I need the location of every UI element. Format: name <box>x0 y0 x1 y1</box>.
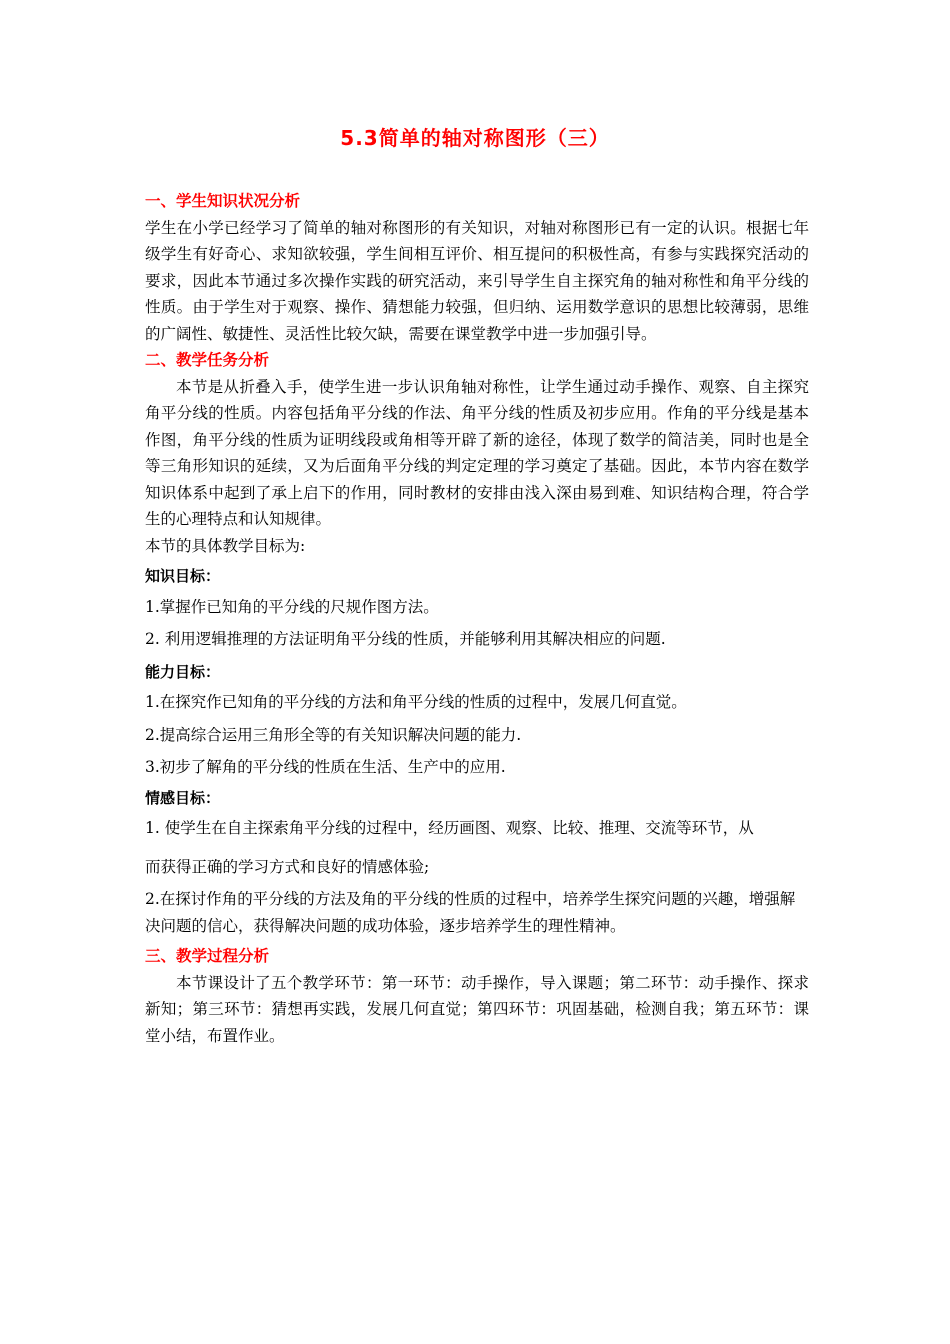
section-heading-student-knowledge: 一、学生知识状况分析 <box>145 192 301 210</box>
goals-intro: 本节的具体教学目标为: <box>145 536 306 555</box>
section-body-student-knowledge: 学生在小学已经学习了简单的轴对称图形的有关知识，对轴对称图形已有一定的认识。根据七年级学生有好奇心、求知欲较强，学生间相互评价、相互提问的积极性高，有参与实践探究活动的要求，因此本节通过多次操作实践的研究活动，来引导学生自主探究角的轴对称性和角平分线的性质。由于学生对于观察、操作、猜想能力较强，但归纳、运用数学意识的思想比较薄弱，思维的广阔性、敏捷性、灵活性比较欠缺，需要在课堂教学中进一步加强引导。 <box>145 218 809 343</box>
document-body <box>145 188 809 1049</box>
section-heading-process-analysis: 三、教学过程分析 <box>145 947 270 965</box>
knowledge-goal-item: 2. 利用逻辑推理的方法证明角平分线的性质，并能够利用其解决相应的问题. <box>145 630 666 648</box>
emotion-goals-heading: 情感目标： <box>145 788 221 807</box>
ability-goal-item: 2.提高综合运用三角形全等的有关知识解决问题的能力. <box>145 725 522 744</box>
ability-goal-item: 3.初步了解角的平分线的性质在生活、生产中的应用. <box>145 758 506 776</box>
emotion-goal-item: 而获得正确的学习方式和良好的情感体验; <box>145 857 430 876</box>
section-body-process-analysis: 本节课设计了五个教学环节：第一环节：动手操作，导入课题；第二环节：动手操作、探求新知；第三环节：猜想再实践，发展几何直觉；第四环节：巩固基础，检测自我；第五环节：课堂小结，布置作业。 <box>145 973 809 1045</box>
knowledge-goals-heading: 知识目标： <box>145 567 221 585</box>
ability-goals-heading: 能力目标： <box>145 662 221 681</box>
emotion-goal-item: 1. 使学生在自主探索角平分线的过程中，经历画图、观察、比较、推理、交流等环节，从 <box>145 819 754 837</box>
knowledge-goal-item: 1.掌握作已知角的平分线的尺规作图方法。 <box>145 597 439 616</box>
page-title: 5.3简单的轴对称图形（三） <box>340 126 610 150</box>
section-heading-task-analysis: 二、教学任务分析 <box>145 351 270 369</box>
emotion-goal-item: 2.在探讨作角的平分线的方法及角的平分线的性质的过程中，培养学生探究问题的兴趣，增强解决问题的信心，获得解决问题的成功体验，逐步培养学生的理性精神。 <box>145 890 796 935</box>
ability-goal-item: 1.在探究作已知角的平分线的方法和角平分线的性质的过程中，发展几何直觉。 <box>145 693 687 711</box>
section-body-task-analysis: 本节是从折叠入手，使学生进一步认识角轴对称性，让学生通过动手操作、观察、自主探究角平分线的性质。内容包括角平分线的作法、角平分线的性质及初步应用。作角的平分线是基本作图，角平分线的性质为证明线段或角相等开辟了新的途径，体现了数学的简洁美，同时也是全等三角形知识的延续，又为后面角平分线的判定定理的学习奠定了基础。因此，本节内容在数学知识体系中起到了承上启下的作用，同时教材的安排由浅入深由易到难、知识结构合理，符合学生的心理特点和认知规律。 <box>145 377 809 528</box>
